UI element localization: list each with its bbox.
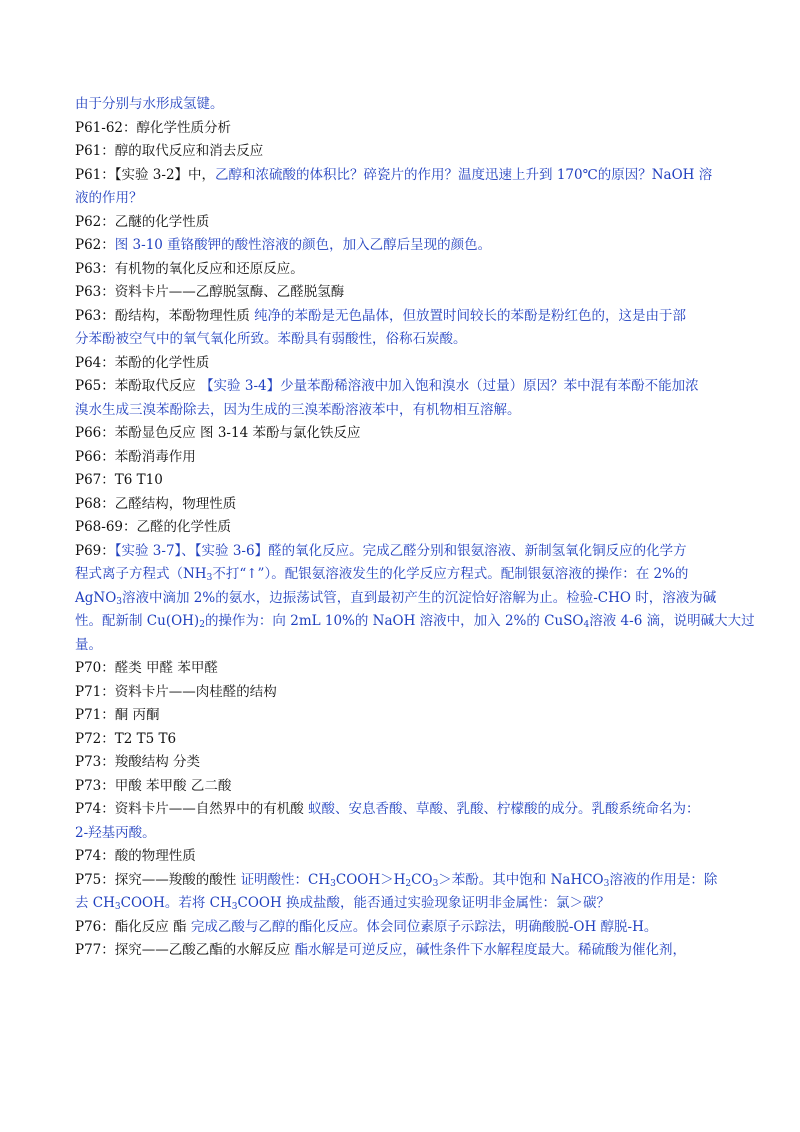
text-segment: P62： — [75, 237, 115, 253]
text-line — [75, 446, 727, 470]
text-line — [75, 610, 755, 634]
text-segment: P66：苯酚显色反应 图 3-14 苯酚与氯化铁反应 — [75, 425, 361, 441]
text-segment: 溶液 4-6 滴，说明碱大大过 — [589, 613, 755, 629]
text-line — [75, 540, 727, 564]
text-segment: 分苯酚被空气中的氧气氧化所致。苯酚具有弱酸性，俗称石炭酸。 — [75, 331, 467, 347]
text-line — [75, 211, 727, 235]
text-line — [75, 93, 727, 117]
text-line — [75, 352, 727, 376]
text-segment: P65：苯酚取代反应 — [75, 378, 201, 394]
text-segment: P67：T6 T10 — [75, 472, 163, 488]
text-segment: 程式离子方程式（NH — [75, 566, 207, 582]
text-segment: P68：乙醛结构，物理性质 — [75, 495, 237, 512]
text-segment: 酯水解是可逆反应，碱性条件下水解程度最大。稀硫酸为催化剂， — [294, 942, 687, 958]
document-body — [75, 93, 755, 963]
text-segment: P63：有机物的氧化反应和还原反应。 — [75, 260, 304, 277]
text-segment: 液的作用？ — [75, 190, 143, 206]
text-segment: 溴水生成三溴苯酚除去，因为生成的三溴苯酚溶液苯中，有机物相互溶解。 — [75, 401, 521, 418]
text-line — [75, 751, 727, 775]
text-segment: 的操作为：向 2mL 10%的 NaOH 溶液中，加入 2%的 CuSO — [204, 613, 584, 629]
text-line — [75, 234, 727, 258]
text-segment: 由于分别与水形成氢键。 — [75, 96, 224, 112]
text-segment: AgNO — [75, 589, 117, 606]
text-segment: 溶液的作用是：除 — [609, 871, 718, 888]
text-line — [75, 822, 727, 846]
text-line — [75, 775, 727, 799]
subscript: 3 — [116, 596, 123, 607]
text-segment: P63：酚结构，苯酚物理性质 — [75, 307, 255, 324]
text-segment: 证明酸性：CH — [240, 871, 331, 888]
text-segment: P61：【实验 3-2】中， — [75, 166, 216, 183]
text-segment: 2-羟基丙酸。 — [75, 824, 156, 841]
text-segment: 完成乙酸与乙醇的酯化反应。体会同位素原子示踪法，明确酸脱-OH 醇脱-H。 — [190, 918, 658, 935]
text-line — [75, 634, 727, 658]
text-segment: P72：T2 T5 T6 — [75, 730, 177, 747]
text-line — [75, 845, 727, 869]
subscript: 2 — [405, 878, 412, 889]
text-segment: P73：甲酸 苯甲酸 乙二酸 — [75, 777, 232, 794]
text-segment: COOH 换成盐酸，能否通过实验现象证明非金属性：氯＞碳？ — [237, 895, 611, 911]
text-line — [75, 939, 727, 963]
text-segment: P61-62：醇化学性质分析 — [75, 119, 232, 136]
text-segment: P62：乙醚的化学性质 — [75, 213, 210, 230]
text-segment: 图 3-10 重铬酸钾的酸性溶液的颜色，加入乙醇后呈现的颜色。 — [114, 237, 492, 253]
subscript: 4 — [583, 620, 590, 630]
text-segment: 蚁酸、安息香酸、草酸、乳酸、柠檬酸的成分。乳酸系统命名为： — [308, 801, 700, 817]
text-segment: P64：苯酚的化学性质 — [75, 354, 210, 371]
text-segment: P66：苯酚消毒作用 — [75, 448, 196, 465]
text-segment: P77：探究——乙酸乙酯的水解反应 — [75, 942, 295, 958]
text-segment: 不打“↑”）。配银氨溶液发生的化学反应方程式。配制银氨溶液的操作：在 2%的 — [212, 566, 689, 582]
text-line — [75, 117, 727, 141]
text-segment: 溶液中滴加 2%的氨水，边振荡试管，直到最初产生的沉淀恰好溶解为止。检验-CHO 时，溶液为碱 — [122, 589, 717, 606]
text-line — [75, 493, 727, 517]
text-segment: P61：醇的取代反应和消去反应 — [75, 143, 264, 159]
text-segment: P74：资料卡片——自然界中的有机酸 — [75, 801, 309, 817]
text-segment: 去 CH — [75, 895, 115, 911]
text-line — [75, 187, 727, 211]
text-line — [75, 164, 727, 188]
text-segment: 性。配新制 Cu(OH) — [75, 613, 200, 629]
text-segment: COOH＞H — [335, 871, 406, 888]
subscript: 3 — [603, 878, 610, 889]
text-segment: 【实验 3-7】、【实验 3-6】醛的氧化反应。完成乙醛分别和银氨溶液、新制氢氧化铜反应的化学方 — [114, 542, 687, 559]
text-line — [75, 869, 727, 893]
text-line — [75, 704, 727, 728]
text-segment: 纯净的苯酚是无色晶体，但放置时间较长的苯酚是粉红色的，这是由于部 — [254, 307, 687, 324]
text-line — [75, 892, 727, 916]
text-line — [75, 516, 727, 540]
subscript: 2 — [199, 620, 205, 630]
text-line — [75, 422, 727, 446]
text-segment: P74：酸的物理性质 — [75, 848, 196, 864]
text-segment: 量。 — [75, 636, 102, 653]
text-segment: P68-69：乙醛的化学性质 — [75, 519, 232, 535]
subscript: 3 — [231, 902, 238, 912]
subscript: 3 — [330, 878, 336, 889]
text-line — [75, 140, 727, 164]
text-segment: P71：资料卡片——肉桂醛的结构 — [75, 683, 277, 700]
text-segment: P73：羧酸结构 分类 — [75, 754, 201, 770]
text-line — [75, 258, 727, 282]
text-line — [75, 305, 727, 329]
text-segment: CO — [411, 871, 433, 888]
text-line — [75, 281, 727, 305]
text-segment: 【实验 3-4】少量苯酚稀溶液中加入饱和溴水（过量）原因？苯中混有苯酚不能加浓 — [200, 378, 699, 394]
text-line — [75, 681, 727, 705]
text-segment: ＞苯酚。其中饱和 NaHCO — [438, 871, 604, 888]
text-line — [75, 587, 727, 611]
text-line — [75, 375, 727, 399]
text-segment: P76：酯化反应 酯 — [75, 918, 191, 935]
text-segment: 乙醇和浓硫酸的体积比？碎瓷片的作用？温度迅速上升到 170℃的原因？NaOH 溶 — [215, 166, 713, 183]
subscript: 3 — [206, 573, 213, 583]
text-segment: P63：资料卡片——乙醇脱氢酶、乙醛脱氢酶 — [75, 284, 345, 300]
text-line — [75, 399, 727, 423]
text-segment: P70：醛类 甲醛 苯甲醛 — [75, 660, 218, 676]
text-segment: P69： — [75, 542, 115, 559]
text-line — [75, 469, 727, 493]
text-segment: P75：探究——羧酸的酸性 — [75, 871, 241, 888]
text-line — [75, 328, 727, 352]
text-line — [75, 916, 727, 940]
text-line — [75, 798, 727, 822]
text-segment: COOH。若将 CH — [120, 895, 232, 911]
text-segment: P71：酮 丙酮 — [75, 707, 160, 723]
text-line — [75, 563, 727, 587]
subscript: 3 — [114, 902, 121, 912]
text-line — [75, 728, 727, 752]
subscript: 3 — [432, 878, 439, 889]
text-line — [75, 657, 727, 681]
